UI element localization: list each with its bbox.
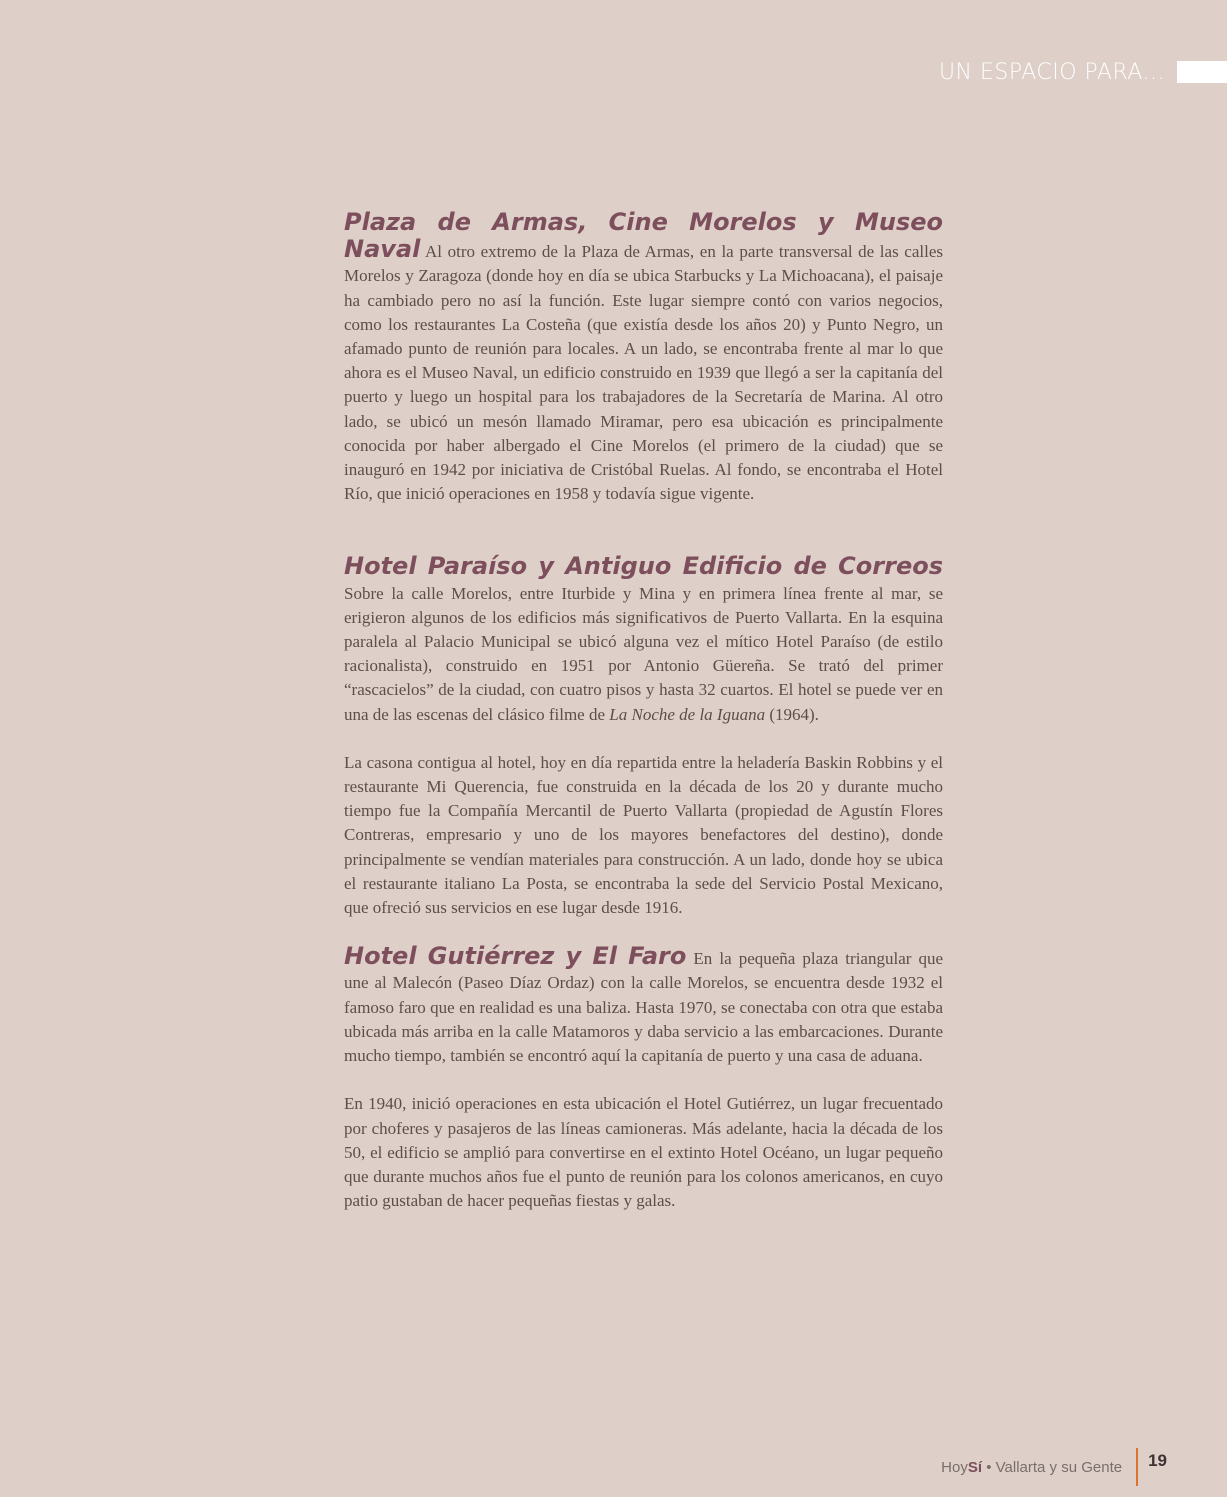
paragraph-text: (1964).: [765, 704, 819, 724]
article-paragraph: [344, 1092, 943, 1213]
brand-si: Sí: [967, 1458, 983, 1476]
section-heading: Hotel Gutiérrez y El Faro: [344, 942, 687, 971]
film-title: La Noche de la Iguana: [609, 704, 766, 724]
footer-divider: [1136, 1448, 1138, 1486]
paragraph-text: Al otro extremo de la Plaza de Armas, en la parte transversal de las calles Morelos y Zaragoza (donde hoy en día se ubica Starbucks y La Michoacana), el paisaje ha cambiado pero no así la función. Este lugar siempre contó con varios negocios, como los restaurantes La Costeña (que existía desde los años 20) y Punto Negro, un afamado punto de reunión para locales. A un lado, se encontraba frente al mar lo que ahora es el Museo Naval, un edificio construido en 1939 que llegó a ser la capitanía del puerto y luego un hospital para los trabajadores de la Secretaría de Marina. Al otro lado, se ubicó un mesón llamado Miramar, pero esa ubicación es principalmente conocida por haber albergado el Cine Morelos (el primero de la ciudad) que se inauguró en 1942 por iniciativa de Cristóbal Ruelas. Al fondo, se encontraba el Hotel Río, que inició operaciones en 1958 y todavía sigue vigente.: [344, 242, 943, 504]
section-heading: Plaza de Armas, Cine Morelos y Museo Naval: [344, 208, 943, 264]
article-paragraph: [344, 944, 943, 1068]
article-paragraph: [344, 554, 943, 726]
paragraph-text: Sobre la calle Morelos, entre Iturbide y Mina y en primera línea frente al mar, se erigieron algunos de los edificios más significativos de Puerto Vallarta. En la esquina paralela al Palacio Municipal se ubicó alguna vez el mítico Hotel Paraíso (de estilo racionalista), construido en 1951 por Antonio Güereña. Se trató del primer “rascacielos” de la ciudad, con cuatro pisos y hasta 32 cuartos. El hotel se puede ver en una de las escenas del clásico filme de: [344, 583, 943, 724]
brand-hoy: Hoy: [941, 1458, 968, 1476]
paragraph-text: En la pequeña plaza triangular que une al Malecón (Paseo Díaz Ordaz) con la calle Morelos, se encuentra desde 1932 el famoso faro que en realidad es una baliza. Hasta 1970, se conectaba con otra que estaba ubicada más arriba en la calle Matamoros y daba servicio a las embarcaciones. Durante mucho tiempo, también se encontró aquí la capitanía de puerto y una casa de aduana.: [344, 949, 944, 1066]
page-footer: [941, 1448, 1167, 1486]
brand-separator: •: [982, 1458, 996, 1476]
article-paragraph: [344, 210, 943, 506]
paragraph-text: En 1940, inició operaciones en esta ubicación el Hotel Gutiérrez, un lugar frecuentado por choferes y pasajeros de las líneas camioneras. Más adelante, hacia la década de los 50, el edificio se amplió para convertirse en el extinto Hotel Océano, un lugar pequeño que durante muchos años fue el punto de reunión para los colonos americanos, en cuyo patio gustaban de hacer pequeñas fiestas y galas.: [344, 1094, 943, 1211]
paragraph-text: La casona contigua al hotel, hoy en día repartida entre la heladería Baskin Robbins y el restaurante Mi Querencia, fue construida en la década de los 20 y durante mucho tiempo fue la Compañía Mercantil de Puerto Vallarta (propiedad de Agustín Flores Contreras, empresario y uno de los mayores benefactores del destino), donde principalmente se vendían materiales para construcción. A un lado, donde hoy se ubica el restaurante italiano La Posta, se encontraba la sede del Servicio Postal Mexicano, que ofreció sus servicios en ese lugar desde 1916.: [344, 752, 943, 918]
publication-title: Vallarta y su Gente: [995, 1458, 1123, 1476]
section-header-bar: [1177, 61, 1227, 83]
page-number: 19: [1148, 1451, 1167, 1470]
publication-name: [941, 1459, 1122, 1476]
section-header: [939, 56, 1227, 88]
section-heading: Hotel Paraíso y Antiguo Edificio de Correos: [344, 552, 943, 581]
article-paragraph: [344, 751, 943, 920]
section-label: UN ESPACIO PARA...: [938, 59, 1165, 85]
article-body: [344, 210, 943, 1237]
